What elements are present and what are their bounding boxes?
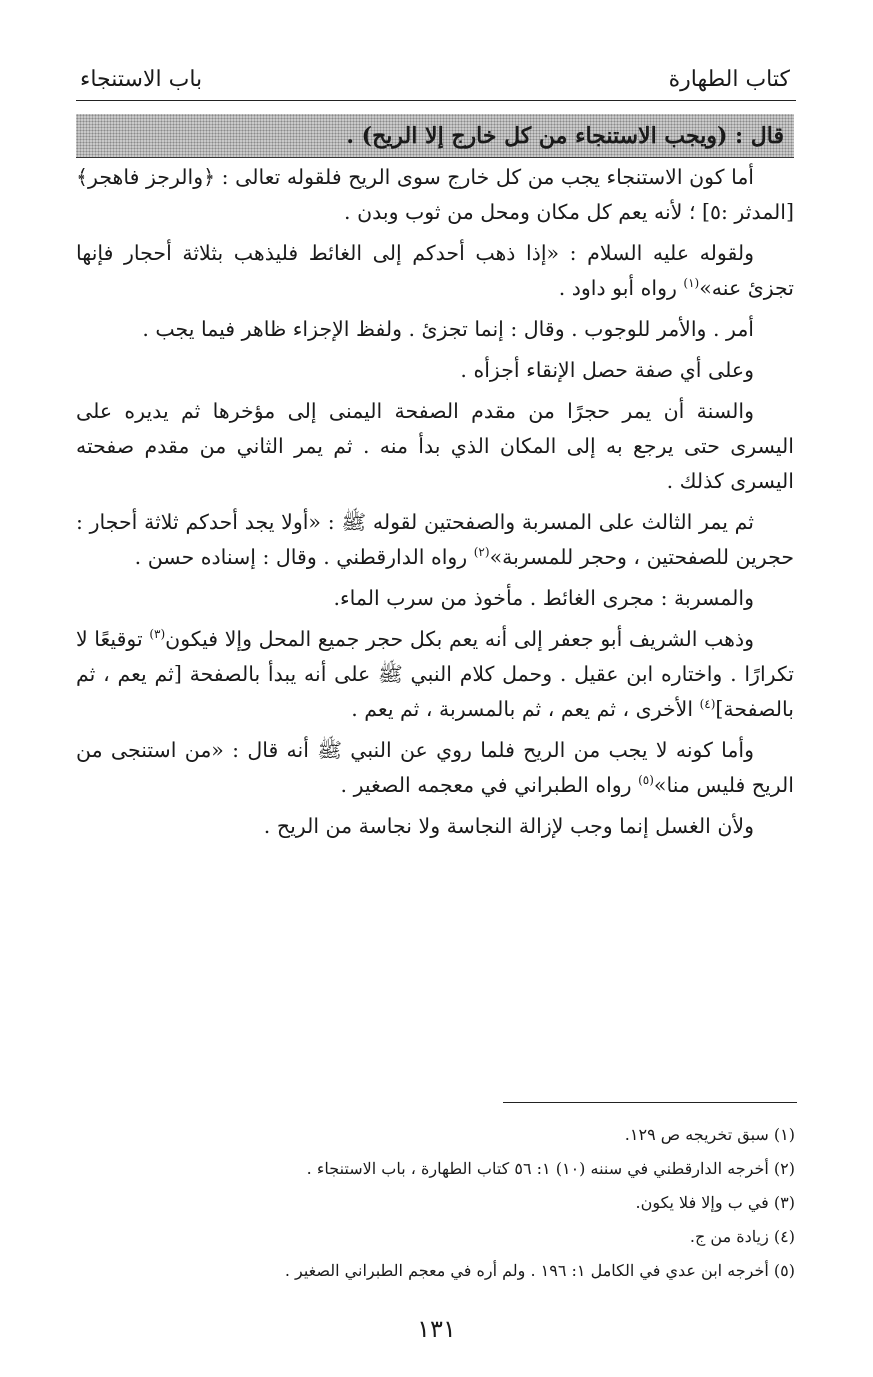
paragraph (76, 236, 794, 306)
paragraph-text: رواه أبو داود . (558, 276, 684, 300)
paragraph-text: والسنة أن يمر حجرًا من مقدم الصفحة اليمنى إلى مؤخرها ثم يديره على اليسرى حتى يرجع به إلى المكان الذي بدأ منه . ثم يمر الثاني من مقدم صفحته اليسرى كذلك . (76, 399, 794, 493)
paragraph-text: وذهب الشريف أبو جعفر إلى أنه يعم بكل حجر جميع المحل وإلا فيكون (165, 627, 754, 651)
paragraph (76, 353, 794, 388)
footnote: (٢) أخرجه الدارقطني في سننه (١٠) ١: ٥٦ كتاب الطهارة ، باب الاستنجاء . (306, 1159, 795, 1178)
footnote-marker[interactable]: (١) (683, 276, 700, 291)
footnote: (٣) في ب وإلا فلا يكون. (635, 1193, 795, 1212)
footnote-marker[interactable]: (٥) (638, 773, 654, 788)
book-title: كتاب الطهارة (668, 67, 790, 92)
footnote-marker[interactable]: (٢) (473, 545, 490, 560)
footnote-marker[interactable]: (٣) (149, 627, 166, 642)
paragraph (76, 505, 794, 575)
running-header (76, 64, 796, 101)
paragraph (76, 809, 794, 844)
footnote: (٤) زيادة من ج. (689, 1227, 795, 1246)
footnotes (79, 1118, 795, 1288)
paragraph-text: توقيعًا لا تكرارًا . واختاره ابن عقيل . وحمل كلام النبي ﷺ على أنه يبدأ بالصفحة [ثم يعم ، ثم بالصفحة] (76, 627, 794, 721)
paragraph-text: وعلى أي صفة حصل الإنقاء أجزأه . (460, 358, 754, 382)
paragraph-text: أمر . والأمر للوجوب . وقال : إنما تجزئ . ولفظ الإجزاء ظاهر فيما يجب . (142, 317, 754, 341)
paragraph-text: الأخرى ، ثم يعم ، ثم بالمسربة ، ثم يعم . (351, 697, 700, 721)
body-text (76, 160, 794, 850)
footnote: (٥) أخرجه ابن عدي في الكامل ١: ١٩٦ . ولم أره في معجم الطبراني الصغير . (284, 1261, 795, 1280)
footnote: (١) سبق تخريجه ص ١٢٩. (624, 1125, 795, 1144)
paragraph (76, 160, 794, 230)
page-number: ١٣١ (417, 1315, 456, 1343)
paragraph-text: ولأن الغسل إنما وجب لإزالة النجاسة ولا نجاسة من الريح . (263, 814, 754, 838)
paragraph-text: وأما كونه لا يجب من الريح فلما روي عن النبي ﷺ أنه قال : «من استنجى من الريح فليس منا» (76, 738, 794, 797)
paragraph (76, 581, 794, 616)
paragraph-text: والمسربة : مجرى الغائط . مأخوذ من سرب الماء. (333, 586, 754, 610)
paragraph-text: رواه الدارقطني . وقال : إسناده حسن . (134, 545, 474, 569)
footnote-marker[interactable]: (٤) (699, 697, 716, 712)
paragraph (76, 394, 794, 499)
paragraph-text: ولقوله عليه السلام : «إذا ذهب أحدكم إلى الغائط فليذهب بثلاثة أحجار فإنها تجزئ عنه» (76, 241, 794, 300)
paragraph (76, 312, 794, 347)
paragraph (76, 622, 794, 727)
paragraph-text: أما كون الاستنجاء يجب من كل خارج سوى الريح فلقوله تعالى : ﴿والرجز فاهجر﴾ [المدثر :٥] ؛ لأنه يعم كل مكان ومحل من ثوب وبدن . (76, 165, 794, 224)
paragraph-text: ثم يمر الثالث على المسربة والصفحتين لقوله ﷺ : «أولا يجد أحدكم ثلاثة أحجار : حجرين للصفحتين ، وحجر للمسربة» (76, 510, 794, 569)
paragraph-text: رواه الطبراني في معجمه الصغير . (340, 773, 639, 797)
section-heading (76, 114, 794, 158)
footnote-divider (503, 1102, 797, 1103)
section-heading-text: قال : (ويجب الاستنجاء من كل خارج إلا الريح) . (346, 123, 784, 149)
chapter-title: باب الاستنجاء (80, 67, 203, 92)
paragraph (76, 733, 794, 803)
